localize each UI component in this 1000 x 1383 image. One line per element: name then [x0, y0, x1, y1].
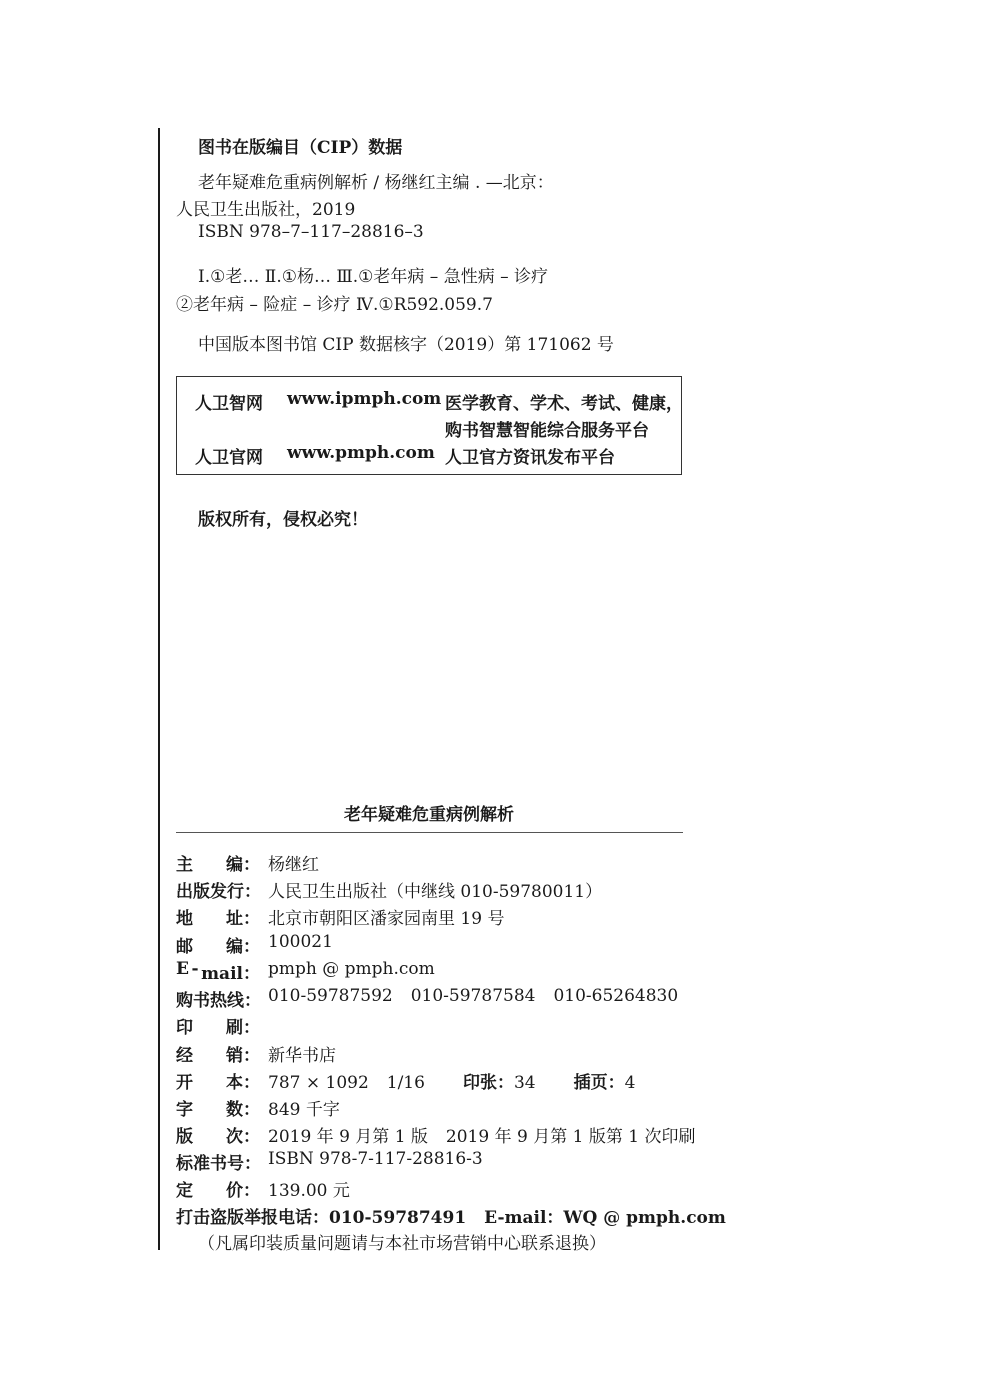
info-label: 地 址： — [176, 909, 260, 929]
info-label: E - mail： — [176, 959, 260, 984]
edition-values — [268, 1122, 695, 1147]
info-label: 版 次： — [176, 1127, 260, 1147]
postcode-value: 100021 — [268, 932, 333, 952]
piracy-hotline — [176, 1203, 726, 1228]
hotline-values — [268, 986, 678, 1006]
return-note: （凡属印装质量问题请与本社市场营销中心联系退换） — [198, 1234, 606, 1254]
format-fold: 1/16 — [386, 1073, 425, 1093]
inserts-value: 4 — [624, 1073, 636, 1093]
cip-heading: 图书在版编目（CIP）数据 — [198, 138, 403, 158]
website-description: 人卫官方资讯发布平台 — [445, 448, 615, 468]
info-label: 标准书号： — [176, 1154, 261, 1174]
info-label: 开 本： — [176, 1073, 260, 1093]
info-label: 邮 编： — [176, 937, 260, 957]
piracy-label: 打击盗版举报电话： — [176, 1208, 329, 1228]
address-value: 北京市朝阳区潘家园南里 19 号 — [268, 909, 505, 929]
website-link-pmph[interactable]: www.pmph.com — [287, 443, 435, 463]
info-label: 定 价： — [176, 1181, 260, 1201]
hotline-number: 010-59787584 — [410, 986, 536, 1006]
format-size: 787 × 1092 — [268, 1073, 369, 1093]
website-name: 人卫官网 — [195, 448, 263, 468]
info-label: 印 刷： — [176, 1018, 260, 1038]
margin-rule — [158, 128, 160, 1250]
title-divider — [176, 832, 683, 833]
hotline-number: 010-59787592 — [268, 986, 393, 1006]
distributor-value: 新华书店 — [268, 1046, 336, 1066]
inserts-label: 插页： — [573, 1073, 625, 1093]
copyright-notice: 版权所有，侵权必究！ — [198, 510, 368, 530]
cip-title-line: 老年疑难危重病例解析 / 杨继红主编 . —北京： — [198, 173, 554, 193]
website-description: 购书智慧智能综合服务平台 — [445, 421, 649, 441]
piracy-phone: 010-59787491 — [329, 1208, 467, 1228]
website-name: 人卫智网 — [195, 394, 263, 414]
sheets-label: 印张： — [462, 1073, 514, 1093]
wordcount-value: 849 千字 — [268, 1100, 340, 1120]
editor-value: 杨继红 — [268, 855, 319, 875]
info-label: 经 销： — [176, 1046, 260, 1066]
website-description: 医学教育、学术、考试、健康， — [445, 394, 683, 414]
cip-publisher-line: 人民卫生出版社，2019 — [176, 200, 356, 220]
book-title: 老年疑难危重病例解析 — [344, 805, 514, 825]
email-value: pmph @ pmph.com — [268, 959, 435, 979]
format-values — [268, 1068, 635, 1093]
isbn-value: ISBN 978-7-117-28816-3 — [268, 1149, 483, 1169]
printing-value: 2019 年 9 月第 1 版第 1 次印刷 — [445, 1127, 696, 1147]
info-label: 购书热线： — [176, 991, 261, 1011]
info-label: 字 数： — [176, 1100, 260, 1120]
piracy-email-label: E-mail： — [484, 1208, 564, 1228]
hotline-number: 010-65264830 — [553, 986, 679, 1006]
cip-number: 中国版本图书馆 CIP 数据核字（2019）第 171062 号 — [198, 335, 614, 355]
edition-value: 2019 年 9 月第 1 版 — [268, 1127, 428, 1147]
website-box — [176, 376, 682, 475]
cip-classification-1: Ⅰ.①老… Ⅱ.①杨… Ⅲ.①老年病 – 急性病 – 诊疗 — [198, 267, 549, 287]
piracy-email: WQ @ pmph.com — [563, 1208, 726, 1228]
price-value: 139.00 元 — [268, 1181, 350, 1201]
cip-classification-2: ②老年病 – 险症 – 诊疗 Ⅳ.①R592.059.7 — [176, 295, 493, 315]
cip-isbn: ISBN 978–7–117–28816–3 — [198, 222, 424, 242]
info-label: 主 编： — [176, 855, 260, 875]
publisher-value: 人民卫生出版社（中继线 010-59780011） — [268, 882, 603, 902]
website-link-ipmph[interactable]: www.ipmph.com — [287, 389, 442, 409]
info-label: 出版发行： — [176, 882, 261, 902]
sheets-value: 34 — [513, 1073, 536, 1093]
